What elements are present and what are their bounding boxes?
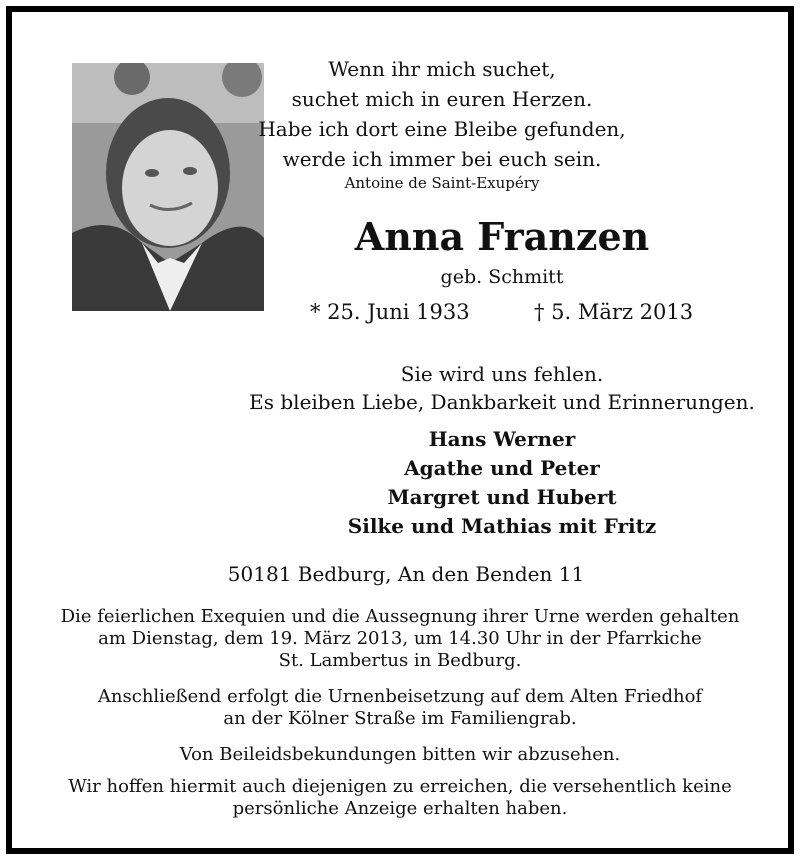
closing-note-line: Wir hoffen hiermit auch diejenigen zu erreichen, die versehentlich keine [68,776,732,797]
farewell-line: Es bleiben Liebe, Dankbarkeit und Erinnerungen. [249,390,755,414]
burial-info-line: an der Kölner Straße im Familiengrab. [223,708,577,729]
obituary-notice [6,6,794,854]
quote-line: Wenn ihr mich suchet, [328,57,556,81]
quote-line: suchet mich in euren Herzen. [291,87,593,111]
closing-note-line: persönliche Anzeige erhalten haben. [232,798,568,819]
condolence-note: Von Beileidsbekundungen bitten wir abzusehen. [179,744,621,765]
service-info-line: am Dienstag, dem 19. März 2013, um 14.30 Uhr in der Pfarrkiche [98,628,702,649]
death-date: † 5. März 2013 [534,300,694,324]
farewell-line: Sie wird uns fehlen. [400,362,604,386]
service-info-line: Die feierlichen Exequien und die Aussegnung ihrer Urne werden gehalten [60,606,740,627]
family-address: 50181 Bedburg, An den Benden 11 [227,562,585,586]
mourner-name: Agathe und Peter [404,456,600,480]
quote-author: Antoine de Saint-Exupéry [344,174,540,192]
birth-date: * 25. Juni 1933 [310,300,470,324]
mourner-name: Hans Werner [428,427,576,451]
maiden-name: geb. Schmitt [440,266,564,288]
mourner-name: Silke und Mathias mit Fritz [347,514,657,538]
mourner-name: Margret und Hubert [387,485,617,509]
quote-line: werde ich immer bei euch sein. [282,147,602,171]
burial-info-line: Anschließend erfolgt die Urnenbeisetzung auf dem Alten Friedhof [97,686,703,707]
service-info-line: St. Lambertus in Bedburg. [278,650,522,671]
deceased-name: Anna Franzen [354,214,650,259]
quote-line: Habe ich dort eine Bleibe gefunden, [258,117,626,141]
